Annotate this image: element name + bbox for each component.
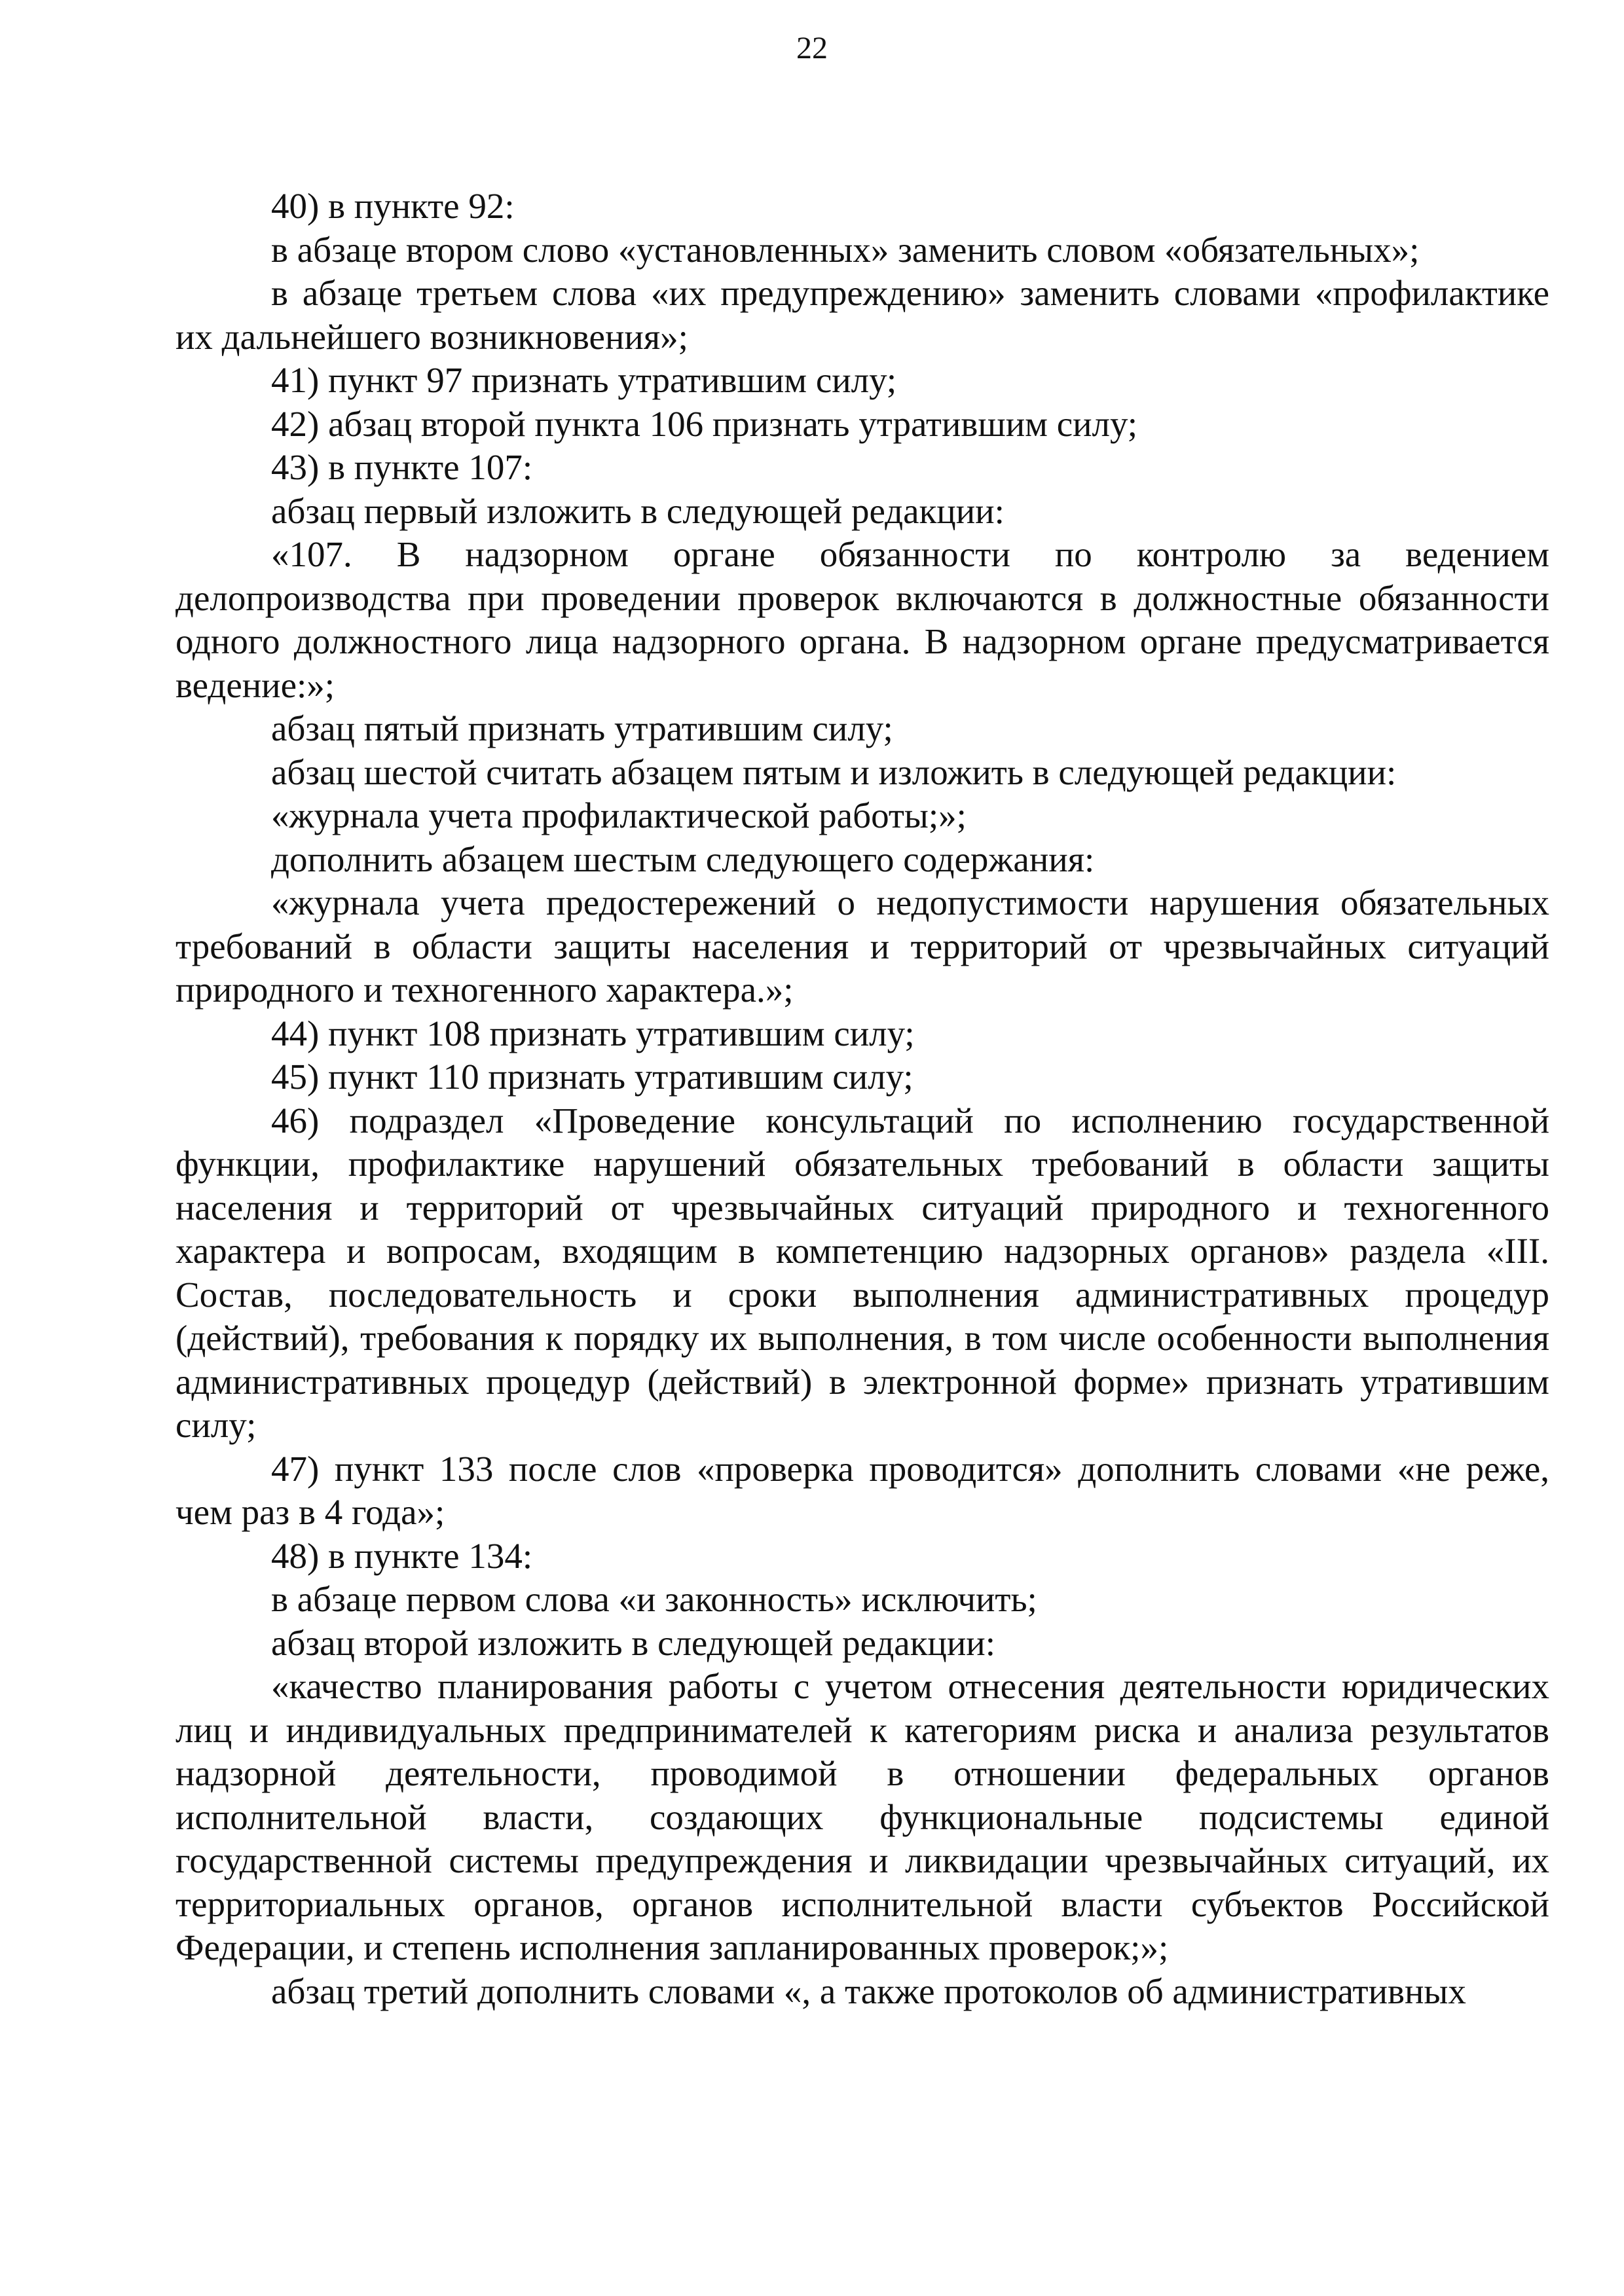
paragraph: «107. В надзорном органе обязанности по контролю за ведением делопроизводства при проведении проверок включаются в должностные обязанности одного должностного лица надзорного органа. В надзорном органе предусматривается ведение:»; [175, 534, 1549, 705]
paragraph: «качество планирования работы с учетом отнесения деятельности юридических лиц и индивидуальных предпринимателей к категориям риска и анализа результатов надзорной деятельности, проводимой в отношении федеральных органов исполнительной власти, создающих функциональные подсистемы единой государственной системы предупреждения и ликвидации чрезвычайных ситуаций, их территориальных органов, органов исполнительной власти субъектов Российской Федерации, и степень исполнения запланированных проверок;»; [175, 1666, 1549, 1967]
paragraph: абзац первый изложить в следующей редакции: [271, 490, 1005, 531]
paragraph: в абзаце втором слово «установленных» заменить словом «обязательных»; [271, 229, 1420, 270]
paragraph: абзац третий дополнить словами «, а также протоколов об административных [271, 1971, 1466, 2011]
paragraph: 47) пункт 133 после слов «проверка проводится» дополнить словами «не реже, чем раз в 4 года»; [175, 1448, 1549, 1532]
paragraph: 45) пункт 110 признать утратившим силу; [271, 1057, 913, 1097]
paragraph: 46) подраздел «Проведение консультаций по исполнению государственной функции, профилактике нарушений обязательных требований в области защиты населения и территорий от чрезвычайных ситуаций природного и техногенного характера и вопросам, входящим в компетенцию надзорных органов» раздела «III. Состав, последовательность и сроки выполнения административных процедур (действий), требования к порядку их выполнения, в том числе особенности выполнения административных процедур (действий) в электронной форме» признать утратившим силу; [175, 1100, 1549, 1445]
paragraph: «журнала учета предостережений о недопустимости нарушения обязательных требований в области защиты населения и территорий от чрезвычайных ситуаций природного и техногенного характера.»; [175, 883, 1549, 1010]
paragraph: 41) пункт 97 признать утратившим силу; [271, 360, 897, 400]
page-number: 22 [796, 31, 828, 65]
paragraph: «журнала учета профилактической работы;»; [271, 795, 967, 835]
paragraph: в абзаце третьем слова «их предупреждению» заменить словами «профилактике их дальнейшего возникновения»; [175, 273, 1549, 357]
paragraph: абзац второй изложить в следующей редакции: [271, 1622, 996, 1663]
paragraph: дополнить абзацем шестым следующего содержания: [271, 839, 1095, 879]
paragraph: 42) абзац второй пункта 106 признать утратившим силу; [271, 403, 1138, 444]
paragraph: абзац шестой считать абзацем пятым и изложить в следующей редакции: [271, 752, 1397, 792]
paragraph: 44) пункт 108 признать утратившим силу; [271, 1013, 915, 1053]
paragraph: в абзаце первом слова «и законность» исключить; [271, 1579, 1037, 1619]
paragraph: 43) в пункте 107: [271, 447, 533, 487]
paragraph: абзац пятый признать утратившим силу; [271, 708, 893, 748]
paragraph: 40) в пункте 92: [271, 186, 515, 226]
document-body [175, 185, 1549, 2013]
paragraph: 48) в пункте 134: [271, 1535, 533, 1576]
